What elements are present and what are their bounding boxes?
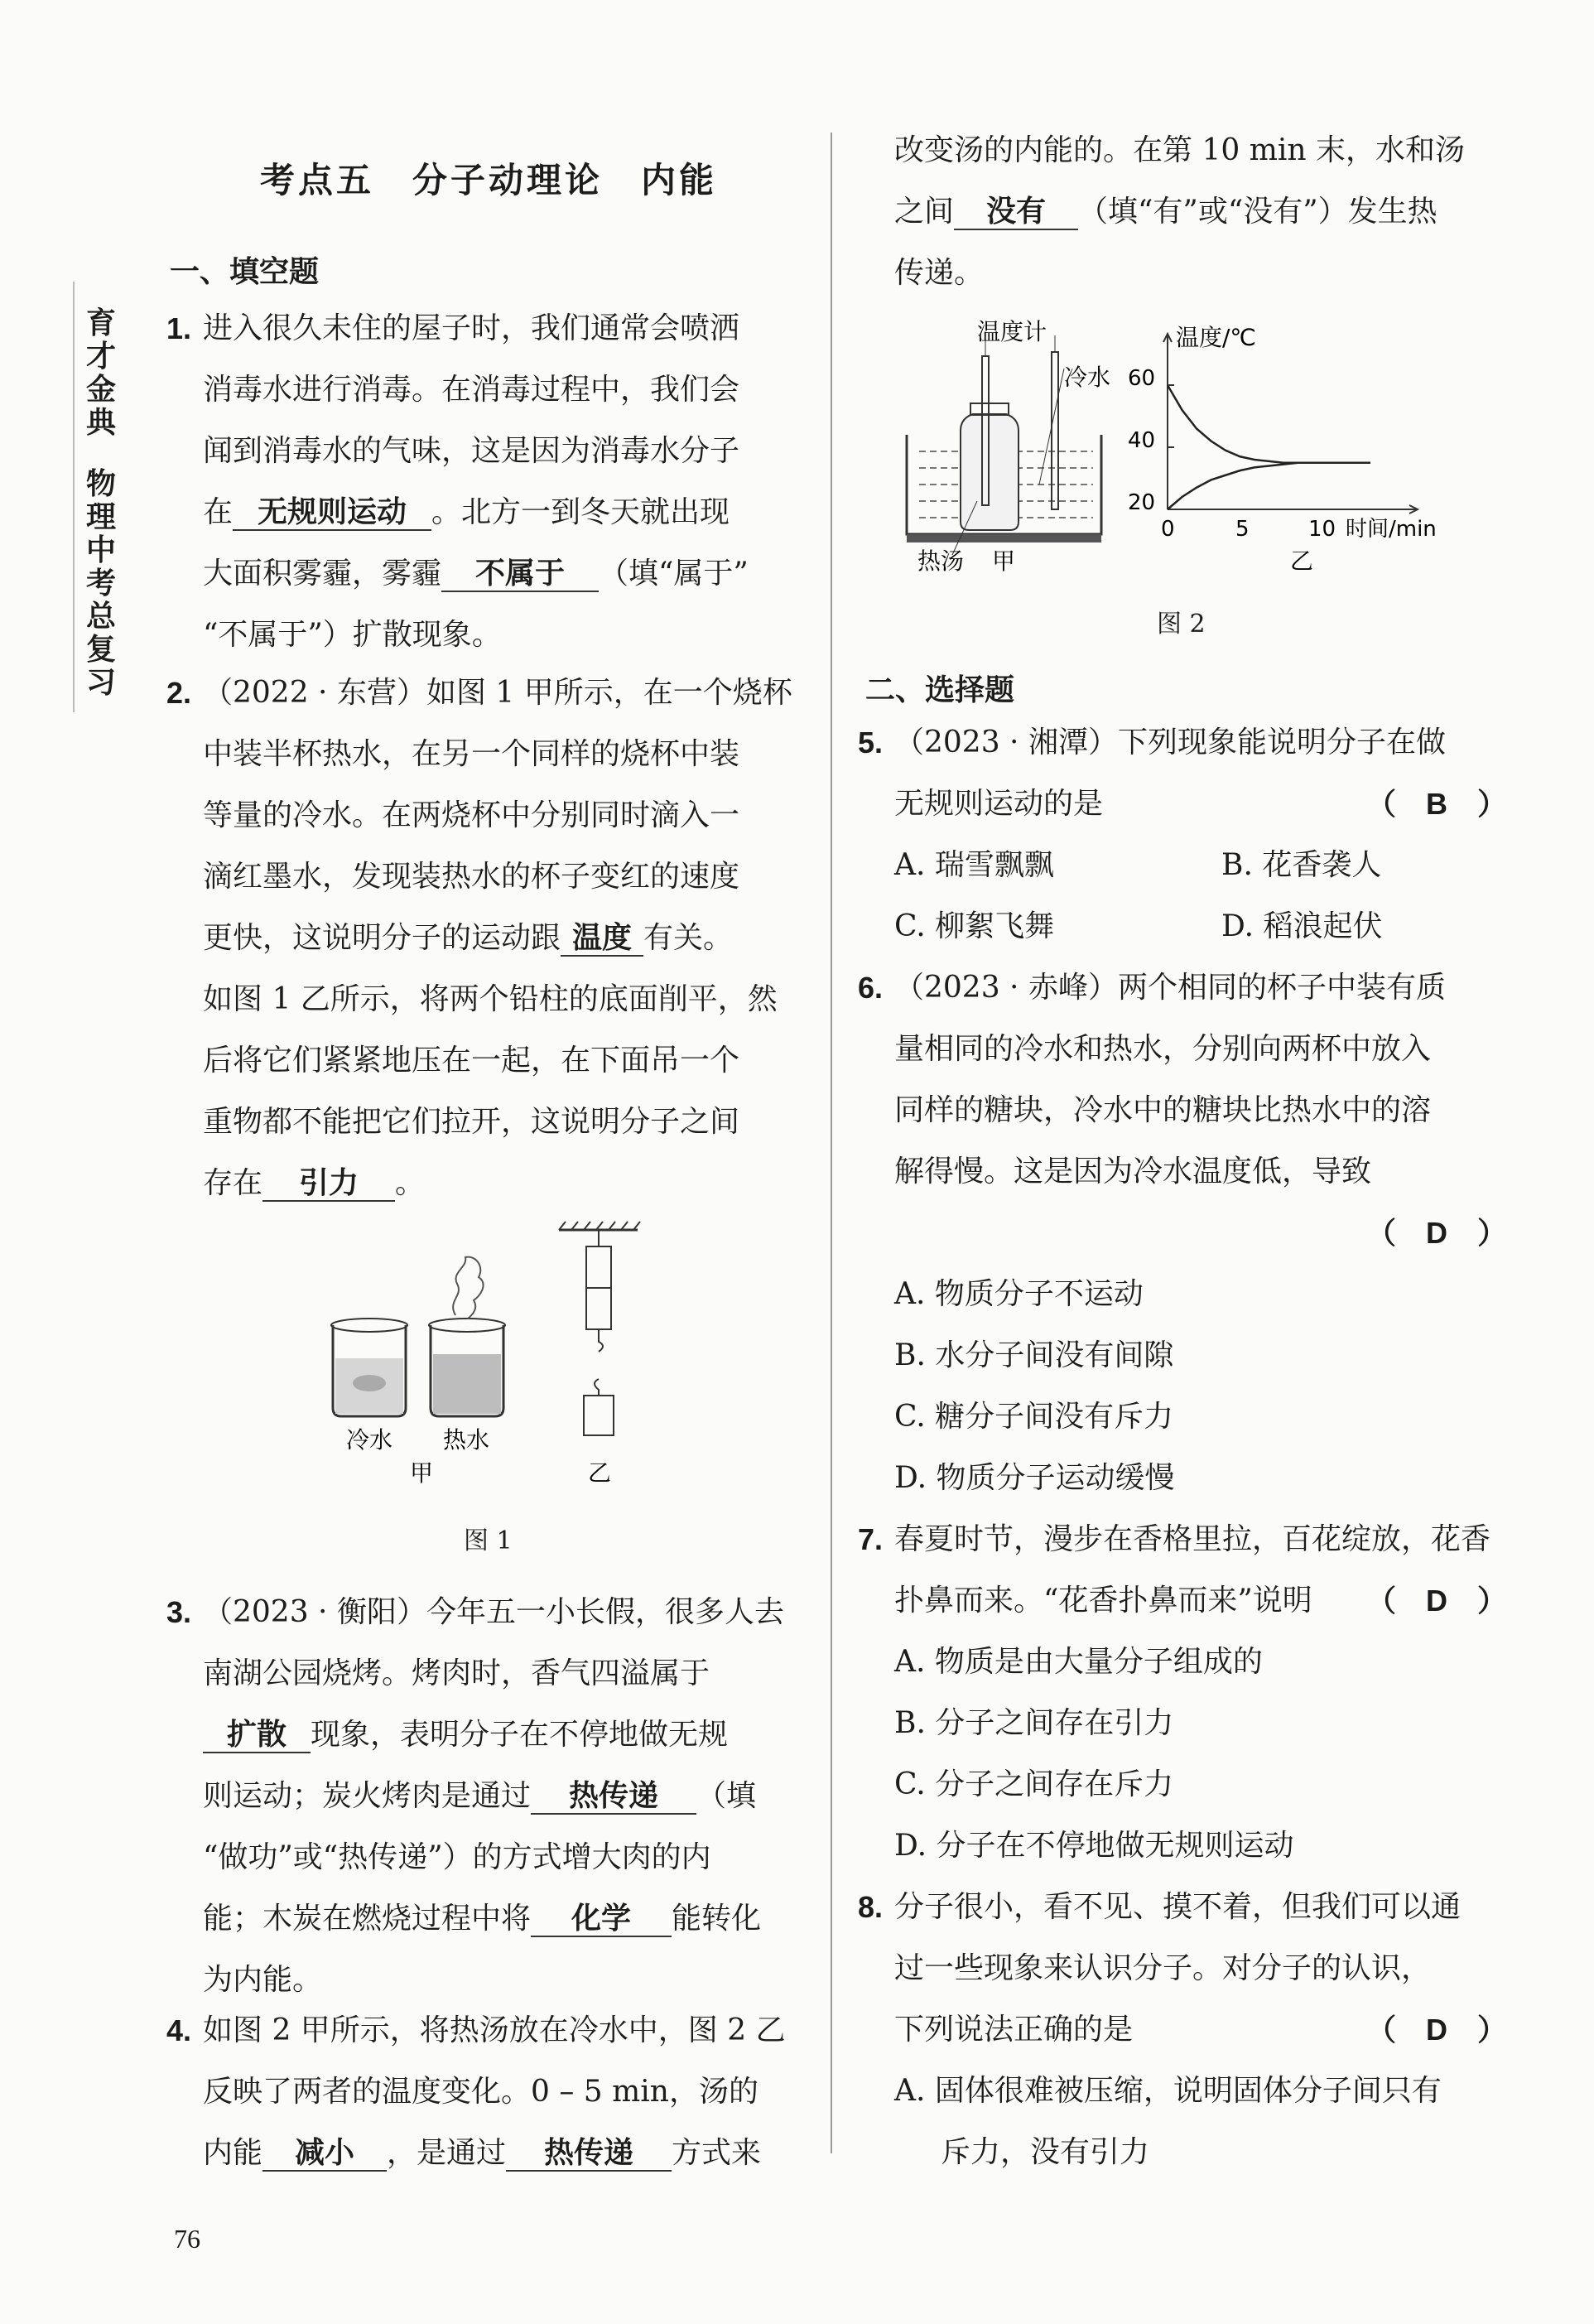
question-number: 4. [166, 2013, 192, 2047]
answer-blank: 温度 [561, 922, 643, 957]
label-thermometer: 温度计 [977, 318, 1047, 345]
temperature-chart [1128, 324, 1437, 575]
answer-choice: （ D ） [1366, 1584, 1507, 1618]
figure-1 [315, 1217, 679, 1516]
label-jia: 甲 [410, 1459, 434, 1487]
series-line-soup [1168, 385, 1370, 463]
label-yi: 乙 [1290, 547, 1314, 575]
x-tick-10: 10 [1308, 517, 1336, 542]
question-8: 8. 分子很小，看不见、摸不着，但我们可以通 过一些现象来认识分子。对分子的认识， 下列说法正确的是 （ D ） A. 固体很难被压缩，说明固体分子间只有 斥力，没有引力 [894, 1877, 1507, 2183]
x-axis-label: 时间/min [1346, 517, 1437, 542]
question-number: 5. [858, 726, 884, 759]
x-tick-0: 0 [1161, 517, 1175, 542]
series-line-water [1168, 463, 1370, 509]
y-tick-60: 60 [1128, 366, 1156, 391]
answer-choice: （ D ） [1366, 2013, 1507, 2047]
option-a: A. 瑞雪飘飘 [894, 848, 1054, 882]
answer-blank: 热传递 [506, 2137, 672, 2172]
y-tick-40: 40 [1128, 428, 1156, 453]
question-2: 2. （2022 · 东营）如图 1 甲所示，在一个烧杯 中装半杯热水，在另一个同样的烧杯中装 等量的冷水。在两烧杯中分别同时滴入一 滴红墨水，发现装热水的杯子变红的速度 更快，这说明分子的运动跟 温度 有关。 如图 1 乙所示，将两个铅柱的底面削平，然 后将它们紧紧地压在一起，在下面吊一个 重物都不能把它们拉开，这说明分子之间 存在 引力 。 [203, 663, 816, 1214]
section-choice-heading: 二、选择题 [865, 673, 1015, 707]
option-d: D. 分子在不停地做无规则运动 [894, 1829, 1294, 1863]
answer-blank: 没有 [954, 195, 1078, 230]
question-5: 5. （2023 · 湘潭）下列现象能说明分子在做 无规则运动的是 （ B ） [894, 712, 1507, 835]
section-fill-heading: 一、填空题 [170, 255, 320, 289]
option-b: B. 分子之间存在引力 [894, 1706, 1174, 1740]
answer-blank: 扩散 [203, 1719, 311, 1753]
option-a: A. 物质是由大量分子组成的 [894, 1645, 1263, 1679]
question-number: 1. [166, 311, 192, 345]
figure-2-caption: 图 2 [1157, 610, 1206, 639]
page-title: 考点五 分子动理论 内能 [259, 160, 717, 200]
label-soup: 热汤 [917, 547, 965, 575]
label-jia: 甲 [992, 547, 1016, 575]
label-cold-water: 冷水 [1064, 364, 1111, 391]
label-cold: 冷水 [346, 1426, 393, 1454]
option-d: D. 稻浪起伏 [1221, 909, 1383, 943]
answer-blank: 引力 [262, 1167, 395, 1202]
answer-blank: 化学 [531, 1902, 672, 1937]
x-tick-5: 5 [1235, 517, 1250, 542]
option-c: C. 柳絮飞舞 [894, 909, 1055, 943]
figure-2 [894, 311, 1490, 584]
column-divider [831, 133, 832, 2153]
sidebar-series-label: 育 才 金 典 物 理 中 考 总 复 习 [85, 306, 116, 700]
question-number: 2. [166, 676, 192, 710]
answer-blank: 热传递 [531, 1780, 696, 1815]
page-number: 76 [174, 2224, 200, 2254]
answer-blank: 无规则运动 [233, 496, 431, 531]
option-b: B. 水分子间没有间隙 [894, 1338, 1174, 1372]
y-axis-label: 温度/℃ [1176, 324, 1256, 351]
question-3: 3. （2023 · 衡阳）今年五一小长假，很多人去 南湖公园烧烤。烤肉时，香气四溢属于 扩散 现象，表明分子在不停地做无规 则运动；炭火烤肉是通过 热传递 （填 “做功”或“热传递”）的方式增大肉的内 能；木炭在燃烧过程中将 化学 能转化 为内能。 [203, 1582, 816, 2011]
question-number: 3. [166, 1595, 192, 1629]
lead-cylinders [559, 1222, 640, 1435]
question-number: 8. [858, 1890, 884, 1924]
question-4-continued: 改变汤的内能的。在第 10 min 末，水和汤 之间 没有 （填“有”或“没有”）发生热 传递。 [894, 133, 1465, 290]
option-a-cont: 斥力，没有引力 [941, 2135, 1150, 2169]
option-a: A. 固体很难被压缩，说明固体分子间只有 [894, 2074, 1442, 2108]
question-7: 7. 春夏时节，漫步在香格里拉，百花绽放，花香 扑鼻而来。“花香扑鼻而来”说明 （ D ） A. 物质是由大量分子组成的 B. 分子之间存在引力 C. 分子之间存在斥力 D. 分子在不停地做无规则运动 [894, 1509, 1507, 1877]
hot-water-beaker [429, 1257, 505, 1416]
question-4: 4. 如图 2 甲所示，将热汤放在冷水中，图 2 乙 反映了两者的温度变化。0 – 5 min，汤的 内能 减小 ，是通过 热传递 方式来 [203, 2000, 816, 2184]
option-c: C. 糖分子间没有斥力 [894, 1400, 1174, 1434]
y-tick-20: 20 [1128, 490, 1156, 515]
label-hot: 热水 [443, 1426, 490, 1454]
option-c: C. 分子之间存在斥力 [894, 1767, 1174, 1801]
sidebar-rule [73, 282, 75, 712]
question-1: 1. 进入很久未住的屋子时，我们通常会喷洒 消毒水进行消毒。在消毒过程中，我们会 闻到消毒水的气味，这是因为消毒水分子 在 无规则运动 。北方一到冬天就出现 大面积雾霾，雾霾 不属于 （填“属于” “不属于”）扩散现象。 [203, 298, 816, 666]
option-b: B. 花香袭人 [1221, 848, 1382, 882]
answer-blank: 不属于 [441, 557, 599, 592]
cold-water-beaker [331, 1319, 407, 1416]
question-number: 7. [858, 1522, 884, 1556]
option-a: A. 物质分子不运动 [894, 1277, 1144, 1311]
answer-choice: （ D ） [1366, 1216, 1507, 1250]
option-d: D. 物质分子运动缓慢 [894, 1461, 1175, 1495]
figure-1-caption: 图 1 [464, 1526, 513, 1555]
label-yi: 乙 [588, 1459, 612, 1487]
question-number: 6. [858, 971, 884, 1005]
answer-blank: 减小 [262, 2137, 387, 2172]
question-6: 6. （2023 · 赤峰）两个相同的杯子中装有质 量相同的冷水和热水，分别向两杯中放入 同样的糖块，冷水中的糖块比热水中的溶 解得慢。这是因为冷水温度低，导致 （ D ） A. 物质分子不运动 B. 水分子间没有间隙 C. 糖分子间没有斥力 D. 物质分子运动缓慢 [894, 957, 1507, 1509]
answer-choice: （ B ） [1366, 787, 1507, 821]
